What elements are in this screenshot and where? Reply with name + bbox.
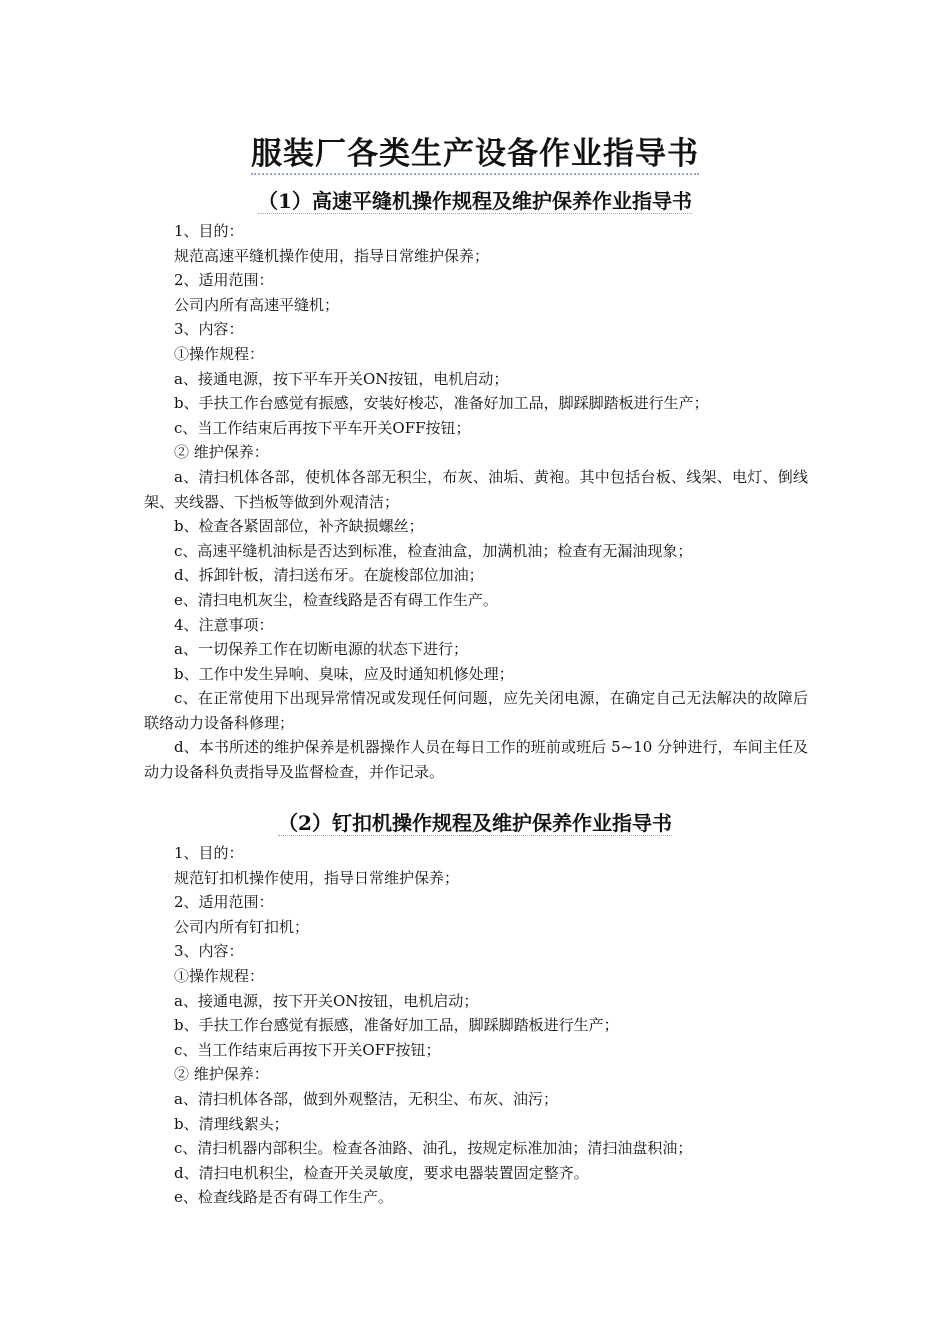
operation-step: a、接通电源，按下平车开关ON按钮，电机启动； bbox=[174, 369, 509, 388]
subheading-maintenance: ② 维护保养： bbox=[174, 1065, 269, 1084]
operation-step: c、当工作结束后再按下平车开关OFF按钮； bbox=[174, 418, 471, 437]
maintenance-step: b、清理线絮头； bbox=[174, 1114, 289, 1133]
maintenance-step: a、清扫机体各部，做到外观整洁，无积尘、布灰、油污； bbox=[174, 1089, 558, 1108]
maintenance-step: c、清扫机器内部积尘。检查各油路、油孔，按规定标准加油；清扫油盘积油； bbox=[174, 1139, 693, 1158]
section-body bbox=[0, 219, 950, 785]
operation-step: b、手扶工作台感觉有振感，准备好加工品，脚踩脚踏板进行生产； bbox=[174, 1016, 619, 1035]
heading-purpose: 1、目的： bbox=[174, 222, 244, 240]
heading-scope: 2、适用范围： bbox=[174, 271, 274, 290]
operation-step: a、接通电源，按下开关ON按钮，电机启动； bbox=[174, 991, 479, 1010]
subheading-operation: ①操作规程： bbox=[174, 344, 265, 363]
section-button-sewing-machine bbox=[0, 805, 950, 1210]
maintenance-step: b、检查各紧固部位，补齐缺损螺丝； bbox=[174, 517, 424, 536]
note-item: c、在正常使用下出现异常情况或发现任何问题，应先关闭电源，在确定自己无法解决的故障后联络动力设备科修理； bbox=[144, 689, 808, 732]
operation-step: c、当工作结束后再按下开关OFF按钮； bbox=[174, 1040, 441, 1059]
scope-text: 公司内所有钉扣机； bbox=[174, 917, 310, 936]
section-title: （1）高速平缝机操作规程及维护保养作业指导书 bbox=[258, 189, 692, 213]
note-item: d、本书所述的维护保养是机器操作人员在每日工作的班前或班后 5~10 分钟进行，车间主任及动力设备科负责指导及监督检查，并作记录。 bbox=[144, 738, 808, 782]
maintenance-step: c、高速平缝机油标是否达到标准，检查油盒，加满机油；检查有无漏油现象； bbox=[174, 541, 693, 560]
purpose-text: 规范钉扣机操作使用，指导日常维护保养； bbox=[174, 868, 460, 887]
section-body bbox=[0, 841, 950, 1210]
note-item: b、工作中发生异响、臭味，应及时通知机修处理； bbox=[174, 664, 514, 683]
heading-scope: 2、适用范围： bbox=[174, 893, 274, 912]
heading-notes: 4、注意事项： bbox=[174, 615, 274, 634]
subheading-maintenance: ② 维护保养： bbox=[174, 443, 269, 462]
maintenance-step: d、清扫电机积尘，检查开关灵敏度，要求电器装置固定整齐。 bbox=[174, 1163, 589, 1182]
section-title: （2）钉扣机操作规程及维护保养作业指导书 bbox=[278, 811, 672, 835]
subheading-operation: ①操作规程： bbox=[174, 966, 265, 985]
maintenance-step: e、清扫电机灰尘，检查线路是否有碍工作生产。 bbox=[174, 590, 498, 609]
purpose-text: 规范高速平缝机操作使用，指导日常维护保养； bbox=[174, 246, 490, 265]
document-title: 服装厂各类生产设备作业指导书 bbox=[0, 128, 950, 173]
heading-purpose: 1、目的： bbox=[174, 844, 244, 862]
maintenance-step: e、检查线路是否有碍工作生产。 bbox=[174, 1188, 393, 1207]
note-item: a、一切保养工作在切断电源的状态下进行； bbox=[174, 640, 468, 659]
scope-text: 公司内所有高速平缝机； bbox=[174, 295, 340, 314]
section-high-speed-lockstitch bbox=[0, 183, 950, 785]
heading-content: 3、内容： bbox=[174, 320, 244, 339]
operation-step: b、手扶工作台感觉有振感，安装好梭芯，准备好加工品，脚踩脚踏板进行生产； bbox=[174, 394, 709, 413]
maintenance-step: a、清扫机体各部，使机体各部无积尘，布灰、油垢、黄袍。其中包括台板、线架、电灯、倒线架、夹线器、下挡板等做到外观清洁； bbox=[144, 467, 808, 511]
maintenance-step: d、拆卸针板，清扫送布牙。在旋梭部位加油； bbox=[174, 566, 484, 585]
heading-content: 3、内容： bbox=[174, 942, 244, 961]
